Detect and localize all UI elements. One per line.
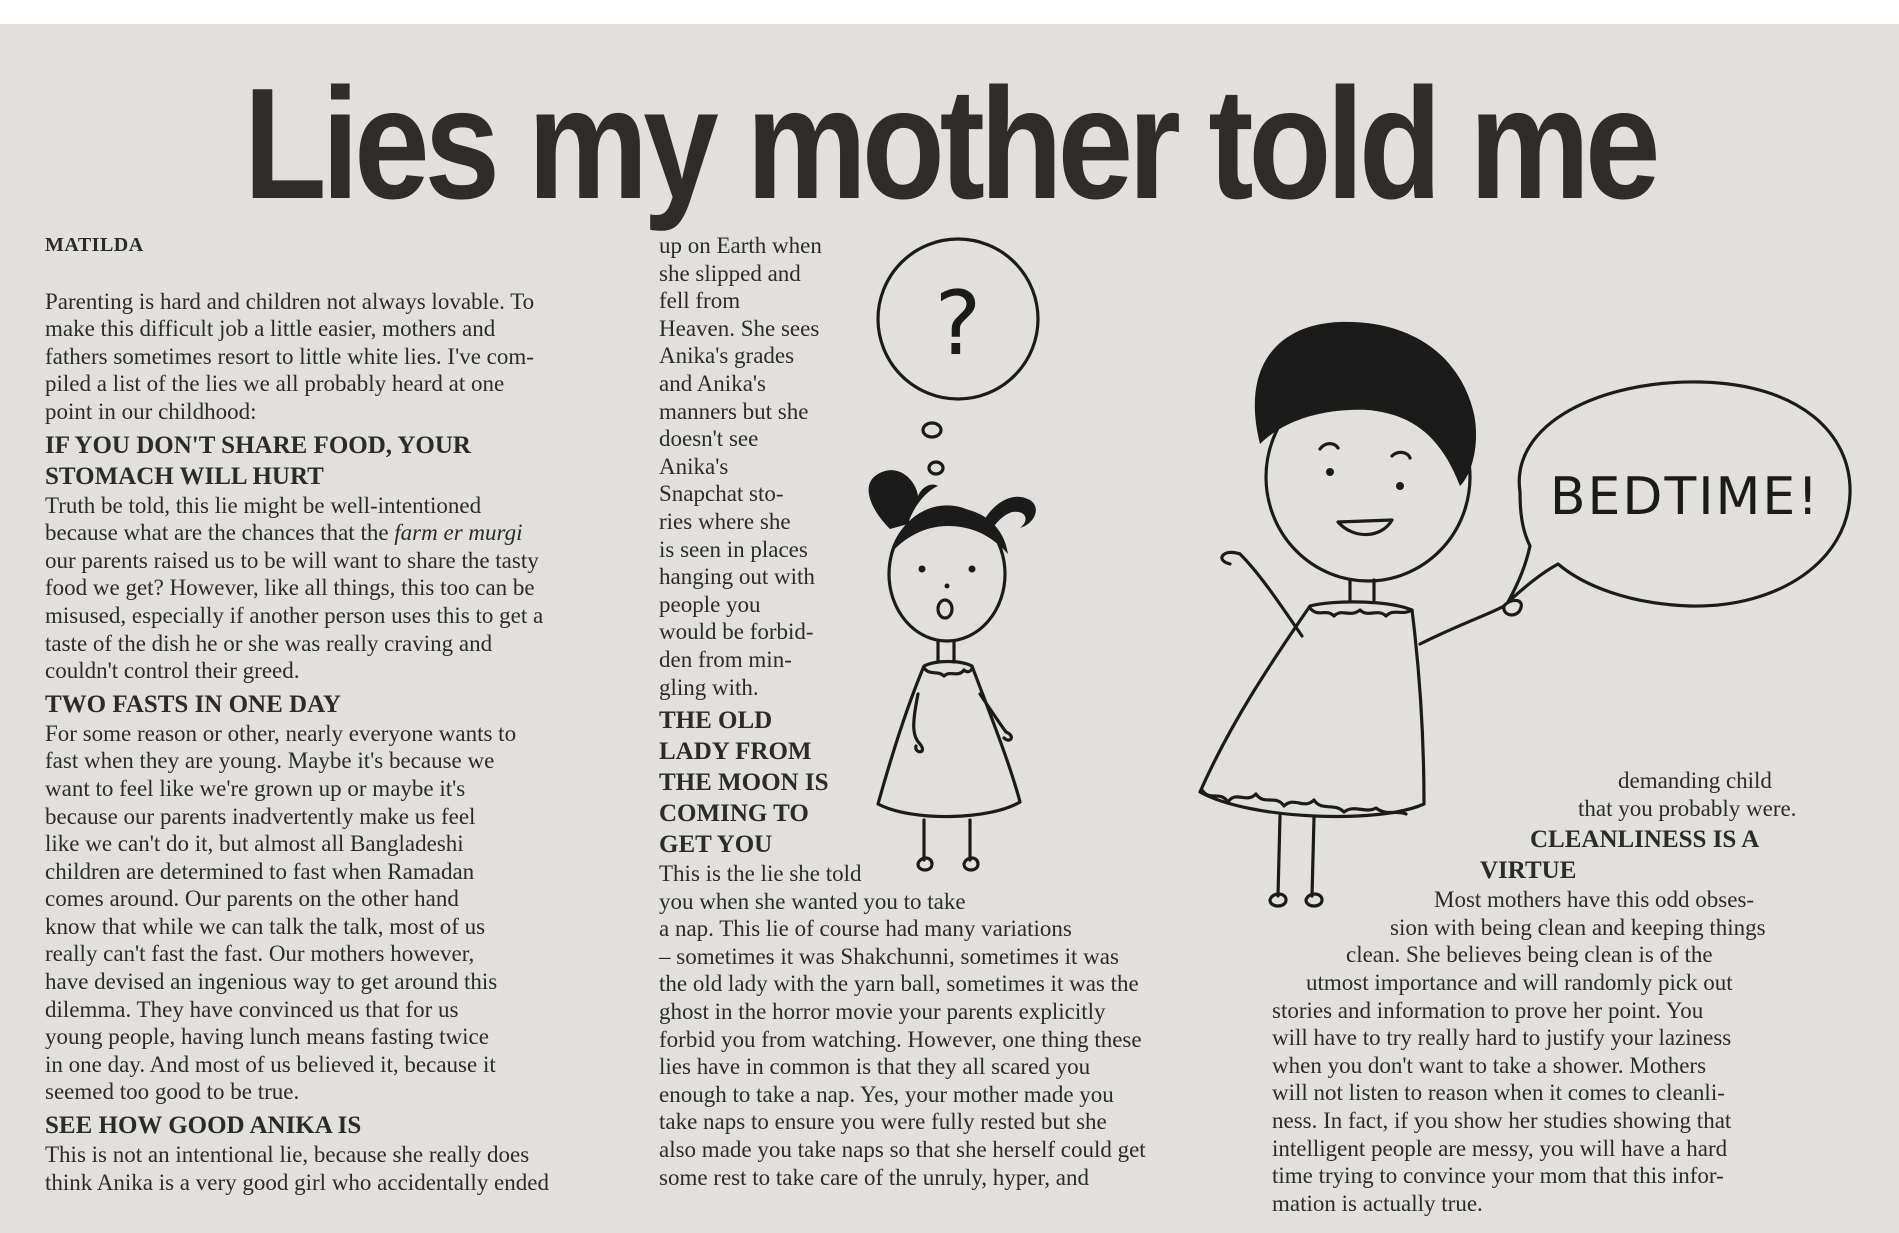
text-line: you when she wanted you to take xyxy=(659,888,966,914)
subhead-line: GET YOU xyxy=(659,831,773,859)
mother-figure xyxy=(1200,322,1521,906)
question-mark-icon: ? xyxy=(934,272,982,375)
text-line: demanding child xyxy=(1618,768,1772,793)
text-line: like we can't do it, but almost all Bangladeshi xyxy=(45,831,464,857)
text-line: Heaven. She sees xyxy=(659,315,820,341)
text-line: is seen in places xyxy=(659,536,808,562)
subhead-anika: SEE HOW GOOD ANIKA IS xyxy=(45,1112,362,1140)
text-line: that you probably were. xyxy=(1578,795,1797,821)
text-line: in one day. And most of us believed it, because it xyxy=(45,1051,496,1077)
illustration xyxy=(820,224,1860,924)
text-line: piled a list of the lies we all probably heard at one xyxy=(45,371,505,397)
girl-dress xyxy=(878,662,1020,817)
text-line: want to feel like we're grown up or maybe it's xyxy=(45,775,466,801)
text-line: stories and information to prove her point. You xyxy=(1272,997,1704,1023)
text-line: the old lady with the yarn ball, sometimes it was the xyxy=(659,971,1139,997)
mother-left-eye xyxy=(1326,468,1334,476)
byline: MATILDA xyxy=(45,234,144,256)
text-line: time trying to convince your mom that this infor- xyxy=(1272,1163,1724,1189)
mother-collar xyxy=(1310,608,1412,616)
text-line: doesn't see xyxy=(659,426,759,452)
text-line: enough to take a nap. Yes, your mother made you xyxy=(659,1081,1114,1107)
text-line: she slipped and xyxy=(659,260,801,286)
thought-bubble xyxy=(878,239,1038,474)
paragraph-anika xyxy=(45,1141,625,1196)
mother-right-arm xyxy=(1420,600,1521,644)
intro-paragraph xyxy=(45,288,625,426)
text-line: think Anika is a very good girl who accidentally ended xyxy=(45,1169,549,1195)
text-line: fast when they are young. Maybe it's because we xyxy=(45,748,495,774)
text-line: young people, having lunch means fasting twice xyxy=(45,1024,489,1050)
subhead-line: VIRTUE xyxy=(1480,857,1577,885)
text-line: den from min- xyxy=(659,646,792,672)
text-line: – sometimes it was Shakchunni, sometimes it was xyxy=(659,943,1119,969)
girl-figure xyxy=(869,470,1036,870)
text-line: make this difficult job a little easier, mothers and xyxy=(45,316,496,342)
text-line: and Anika's xyxy=(659,370,766,396)
mother-dress xyxy=(1200,602,1424,817)
text-line: know that while we can talk the talk, most of us xyxy=(45,913,486,939)
subhead-line: COMING TO xyxy=(659,800,809,828)
paragraph-cleanliness xyxy=(1272,886,1872,1217)
text-line: a nap. This lie of course had many variations xyxy=(659,916,1072,942)
text-line: comes around. Our parents on the other hand xyxy=(45,886,459,912)
text-line: children are determined to fast when Ramadan xyxy=(45,858,475,884)
text-line: point in our childhood: xyxy=(45,398,257,424)
text-line: forbid you from watching. However, one thing these xyxy=(659,1026,1142,1052)
girl-left-eye xyxy=(919,566,926,573)
subhead-two-fasts: TWO FASTS IN ONE DAY xyxy=(45,690,341,718)
girl-left-arm xyxy=(914,694,923,752)
text-line: mation is actually true. xyxy=(1272,1190,1483,1216)
text-line xyxy=(45,519,625,547)
text-line: This is the lie she told xyxy=(659,861,862,887)
newspaper-page xyxy=(0,24,1899,1233)
girl-mouth xyxy=(938,600,952,618)
subhead-line: IF YOU DON'T SHARE FOOD, YOUR xyxy=(45,431,471,459)
thought-dot-large xyxy=(923,423,941,437)
text-line: lies have in common is that they all scared you xyxy=(659,1054,1091,1080)
text-line: hanging out with xyxy=(659,564,815,590)
mother-left-arm xyxy=(1222,552,1302,636)
text-line: Parenting is hard and children not always lovable. To xyxy=(45,288,535,314)
girl-legs xyxy=(924,820,970,860)
text-line: couldn't control their greed. xyxy=(45,658,300,684)
girl-neck xyxy=(938,642,954,662)
text-line: really can't fast the fast. Our mothers however, xyxy=(45,941,475,967)
girl-feet xyxy=(918,858,978,870)
subhead-line: THE MOON IS xyxy=(659,769,829,797)
subhead-line: STOMACH WILL HURT xyxy=(45,462,324,490)
text-line: food we get? However, like all things, this too can be xyxy=(45,575,535,601)
paragraph-share-food xyxy=(45,492,625,685)
mother-mouth xyxy=(1338,520,1392,535)
text-line: will have to try really hard to justify your laziness xyxy=(1272,1025,1732,1051)
text-line: our parents raised us to be will want to share the tasty xyxy=(45,547,539,573)
mother-neck xyxy=(1350,580,1374,600)
mother-legs xyxy=(1278,816,1314,896)
subhead-share-food xyxy=(45,430,625,492)
text-fragment: because what are the chances that the xyxy=(45,520,395,546)
text-line: seemed too good to be true. xyxy=(45,1079,300,1105)
text-line: because our parents inadvertently make us feel xyxy=(45,803,476,829)
subhead-line: THE OLD xyxy=(659,707,773,735)
text-line: Snapchat sto- xyxy=(659,481,784,507)
text-line: will not listen to reason when it comes to cleanli- xyxy=(1272,1080,1725,1106)
text-line: taste of the dish he or she was really craving and xyxy=(45,630,493,656)
text-line: fell from xyxy=(659,288,741,314)
text-line: people you xyxy=(659,591,761,617)
subhead-line: CLEANLINESS IS A xyxy=(1530,826,1760,854)
thought-dot-small xyxy=(929,462,943,474)
text-line: have devised an ingenious way to get around this xyxy=(45,969,498,995)
girl-collar xyxy=(924,668,972,676)
text-line: fathers sometimes resort to little white lies. I've com- xyxy=(45,343,534,369)
girl-right-eye xyxy=(969,566,976,573)
text-line: would be forbid- xyxy=(659,619,814,645)
text-line: This is not an intentional lie, because she really does xyxy=(45,1142,530,1168)
text-line: Most mothers have this odd obses- xyxy=(1434,887,1755,913)
italic-phrase: farm er murgi xyxy=(394,520,523,546)
text-line: manners but she xyxy=(659,398,809,424)
text-line: Truth be told, this lie might be well-intentioned xyxy=(45,492,482,518)
speech-bubble-text: BEDTIME! xyxy=(1549,467,1821,527)
text-line: Anika's xyxy=(659,453,729,479)
text-line: clean. She believes being clean is of the xyxy=(1346,942,1713,968)
text-line: utmost importance and will randomly pick out xyxy=(1306,969,1733,995)
paragraph-two-fasts xyxy=(45,720,625,1106)
illustration-drawing xyxy=(820,224,1860,924)
headline: Lies my mother told me xyxy=(243,56,1656,232)
text-line: misused, especially if another person uses this to get a xyxy=(45,602,544,628)
text-line: take naps to ensure you were fully rested but she xyxy=(659,1109,1107,1135)
text-line: For some reason or other, nearly everyone wants to xyxy=(45,720,517,746)
text-line: intelligent people are messy, you will have a hard xyxy=(1272,1135,1728,1161)
text-line: sion with being clean and keeping things xyxy=(1390,914,1766,940)
text-line: ness. In fact, if you show her studies showing that xyxy=(1272,1107,1732,1133)
text-line: ghost in the horror movie your parents explicitly xyxy=(659,999,1106,1025)
text-line: also made you take naps so that she herself could get xyxy=(659,1137,1146,1163)
article-column-1 xyxy=(45,232,625,1196)
mother-right-eye xyxy=(1396,482,1404,490)
speech-bubble xyxy=(1508,382,1850,606)
mother-hair xyxy=(1255,322,1476,486)
mother-eyebrows xyxy=(1320,444,1410,458)
text-line: ries where she xyxy=(659,508,791,534)
girl-nose xyxy=(945,584,950,589)
mother-dress-hem xyxy=(1202,790,1406,814)
text-line: dilemma. They have convinced us that for us xyxy=(45,996,459,1022)
text-line: up on Earth when xyxy=(659,233,822,258)
subhead-line: LADY FROM xyxy=(659,738,812,766)
text-line: Anika's grades xyxy=(659,343,795,369)
text-line: gling with. xyxy=(659,674,759,700)
text-line: some rest to take care of the unruly, hyper, and xyxy=(659,1164,1089,1190)
text-line: when you don't want to take a shower. Mothers xyxy=(1272,1052,1707,1078)
